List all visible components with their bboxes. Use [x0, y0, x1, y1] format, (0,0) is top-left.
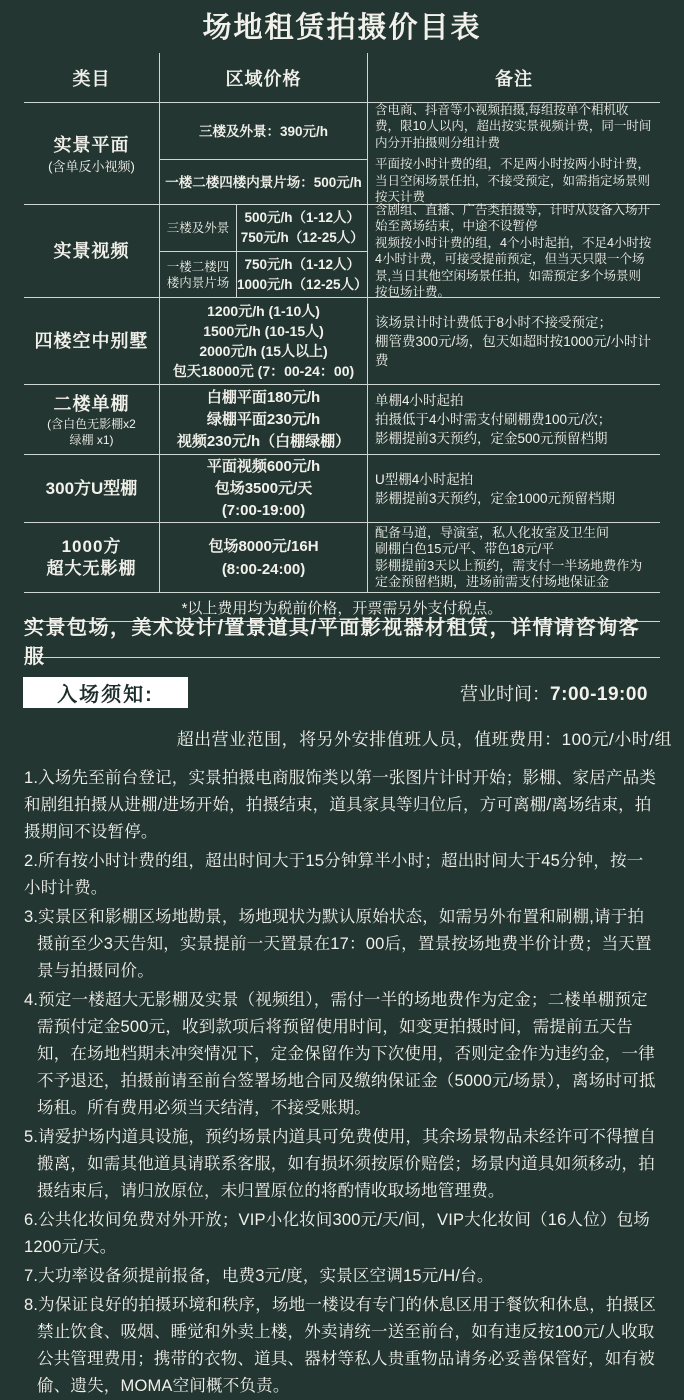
- price-cell: [159, 298, 367, 384]
- category-label: 实景平面: [53, 134, 130, 155]
- note-paragraph: 视频按小时计费的组，4个小时起拍，不足4小时按4小时计费，可接受提前预定，但当天只限一个场景,当日其他空闲场景任拍，如需预定多个场景则按包场计费。: [375, 235, 652, 299]
- business-hours-label: 营业时间：: [460, 683, 551, 704]
- price-line: 平面视频600元/h: [206, 457, 321, 475]
- note-paragraph: 含剧组、直播、广告类拍摄等，计时从设备入场开始至离场结束，中途不设暂停: [375, 202, 651, 233]
- header-cell-category: 类目: [72, 68, 111, 89]
- category-cell: [24, 385, 159, 454]
- note-paragraph: 影棚提前3天预约，定金500元预留档期: [375, 431, 608, 446]
- page-title: 场地租赁拍摄价目表: [202, 12, 482, 44]
- note-paragraph: 含电商、抖音等小视频拍摄,每组按单个相机收费，限10人以内，超出按实景视频计费，同一时间内分开拍摄则分组计费: [375, 102, 652, 150]
- price-line: 750元/h（1-12人）: [244, 256, 361, 272]
- price-line: (7:00-19:00): [221, 501, 306, 519]
- notes-cell: [367, 103, 660, 204]
- note-paragraph: 该场景计时计费低于8小时不接受预定；: [375, 314, 613, 330]
- notice-item: 8.为保证良好的拍摄环境和秩序，场地一楼设有专门的休息区用于餐饮和休息，拍摄区禁止饮食、吸烟、睡觉和外卖上楼，外卖请统一送至前台，如有违反按100元/人收取公共管理费用；携带的衣物、道具、器材等私人贵重物品请务必妥善保管好，如有被偷、遗失，MOMA空间概不负责。: [24, 1296, 657, 1395]
- price-cell: [159, 523, 367, 592]
- table-row-mega-studio: [24, 523, 660, 593]
- category-cell: [24, 523, 159, 592]
- note-paragraph: 配备马道，导演室，私人化妆室及卫生间: [375, 524, 610, 540]
- category-label: 300方U型棚: [45, 478, 138, 498]
- business-hours-value: 7:00-19:00: [550, 683, 648, 705]
- note-paragraph: 刷棚白色15元/平、带色18元/平: [375, 541, 555, 556]
- note-paragraph: 影棚提前3天以上预约，需支付一半场地费作为定金预留档期，进场前需支付场地保证金: [375, 557, 643, 589]
- price-line: 三楼及外景：390元/h: [198, 123, 329, 139]
- notice-item: 2.所有按小时计费的组，超出时间大于15分钟算半小时；超出时间大于45分钟，按一小时计费。: [24, 852, 644, 897]
- category-cell: [24, 455, 159, 522]
- note-paragraph: 拍摄低于4小时需支付刷棚费100元/次；: [375, 412, 612, 427]
- table-header-row: [24, 53, 660, 103]
- header-cell-notes: 备注: [367, 53, 660, 102]
- notes-cell: [367, 523, 660, 592]
- price-cell: [159, 455, 367, 522]
- category-cell: [24, 103, 159, 204]
- note-paragraph: 棚管费300元/场，包天如超时按1000元/小时计费: [375, 333, 652, 368]
- price-line: 1200元/h (1-10人): [207, 303, 320, 319]
- notice-items: [24, 765, 660, 1400]
- price-line: 750元/h（12-25人）: [240, 230, 364, 245]
- zone-prices: [236, 205, 368, 251]
- category-sublabel: (含单反小视频): [48, 158, 135, 174]
- price-cell: [159, 205, 367, 297]
- table-row-real-scene-photo: [24, 103, 660, 205]
- price-line: 绿棚平面230元/h: [206, 410, 321, 428]
- header-cell-price: 区域价格: [159, 53, 367, 102]
- price-line: 包场8000元/16H: [208, 537, 319, 555]
- price-line: 包场3500元/天: [214, 479, 313, 497]
- note-paragraph: 平面按小时计费的组，不足两小时按两小时计费，当日空闲场景任拍，不接受预定，如需指定场景则按天计费: [375, 157, 651, 204]
- price-cell: [159, 385, 367, 454]
- duty-note: 超出营业范围，将另外安排值班人员，值班费用：100元/小时/组: [176, 730, 672, 749]
- notice-item: 3.实景区和影棚区场地勘景，场地现状为默认原始状态，如需另外布置和刷棚,请于拍摄前至少3天告知，实景提前一天置景在17：00后，置景按场地费半价计费；当天置景与拍摄同价。: [24, 908, 652, 980]
- category-label: 1000方: [61, 536, 122, 556]
- table-row-sky-villa: [24, 298, 660, 385]
- note-paragraph: 影棚提前3天预约，定金1000元预留档期: [375, 490, 616, 506]
- entry-notice-box: 入场须知:: [23, 677, 188, 708]
- price-line: 白棚平面180元/h: [206, 388, 321, 406]
- notes-cell: [367, 455, 660, 522]
- price-line: 1000元/h（12-25人）: [237, 276, 368, 292]
- category-label: 四楼空中别墅: [34, 331, 149, 351]
- note-paragraph: 单棚4小时起拍: [375, 393, 464, 408]
- notice-header: [0, 677, 684, 708]
- table-row-real-scene-video: [24, 202, 660, 299]
- notes-cell: [367, 202, 660, 299]
- pricing-table: [24, 53, 660, 668]
- services-banner: 实景包场，美术设计/置景道具/平面影视器材租赁，详情请咨询客服: [24, 622, 660, 658]
- notes-cell: [367, 385, 660, 454]
- notice-item: 7.大功率设备须提前报备，电费3元/度，实景区空调15元/H/台。: [24, 1267, 494, 1285]
- zone-prices: [236, 251, 368, 297]
- category-label: 超大无影棚: [46, 558, 137, 578]
- price-line: 2000元/h (15人以上): [199, 343, 328, 359]
- table-row-second-floor-studio: [24, 385, 660, 455]
- category-label: 二楼单棚: [53, 393, 130, 414]
- category-sublabel: 绿棚 x1): [69, 432, 114, 447]
- price-line: 1500元/h (10-15人): [203, 323, 324, 339]
- notice-item: 5.请爱护场内道具设施，预约场景内道具可免费使用，其余场景物品未经许可不得擅自搬离，如需其他道具请联系客服，如有损坏须按原价赔偿；场景内道具如须移动，拍摄结束后，请归放原位，未归置原位的将酌情收取场地管理费。: [24, 1128, 657, 1200]
- price-line: 视频230元/h（白棚绿棚）: [176, 432, 351, 450]
- table-row-u-shape-studio: [24, 455, 660, 523]
- notice-item: 6.公共化妆间免费对外开放；VIP小化妆间300元/天/间，VIP大化妆间（16人位）包场1200元/天。: [24, 1211, 651, 1256]
- price-cell: [159, 103, 367, 204]
- note-paragraph: U型棚4小时起拍: [375, 471, 474, 487]
- category-cell: [24, 205, 159, 297]
- business-hours: [460, 680, 684, 706]
- zone-label: 三楼及外景: [166, 221, 230, 235]
- price-line: (8:00-24:00): [221, 560, 306, 578]
- category-cell: [24, 298, 159, 384]
- notes-cell: [367, 298, 660, 384]
- category-label: 实景视频: [53, 241, 130, 261]
- category-sublabel: (含白色无影棚x2: [47, 416, 136, 431]
- zone-label: 一楼二楼四楼内景片场: [160, 251, 236, 297]
- notice-item: 1.入场先至前台登记，实景拍摄电商服饰类以第一张图片计时开始；影棚、家居产品类和剧组拍摄从进棚/进场开始，拍摄结束，道具家具等归位后，方可离棚/离场结束，拍摄期间不设暂停。: [24, 769, 657, 841]
- notice-item: 4.预定一楼超大无影棚及实景（视频组），需付一半的场地费作为定金；二楼单棚预定需预付定金500元，收到款项后将预留使用时间，如变更拍摄时间，需提前五天告知，在场地档期未冲突情况下，定金保留作为下次使用，否则定金作为违约金，一律不予退还，拍摄前请至前台签署场地合同及缴纳保证金（5000元/场景），离场时可抵场租。所有费用必须当天结清，不接受账期。: [24, 991, 656, 1117]
- price-line: 一楼二楼四楼内景片场：500元/h: [165, 174, 362, 190]
- price-line: 500元/h（1-12人）: [244, 210, 361, 225]
- tax-note: *以上费用均为税前价格，开票需另外支付税点。: [24, 593, 660, 622]
- price-line: 包天18000元 (7：00-24：00): [172, 363, 355, 379]
